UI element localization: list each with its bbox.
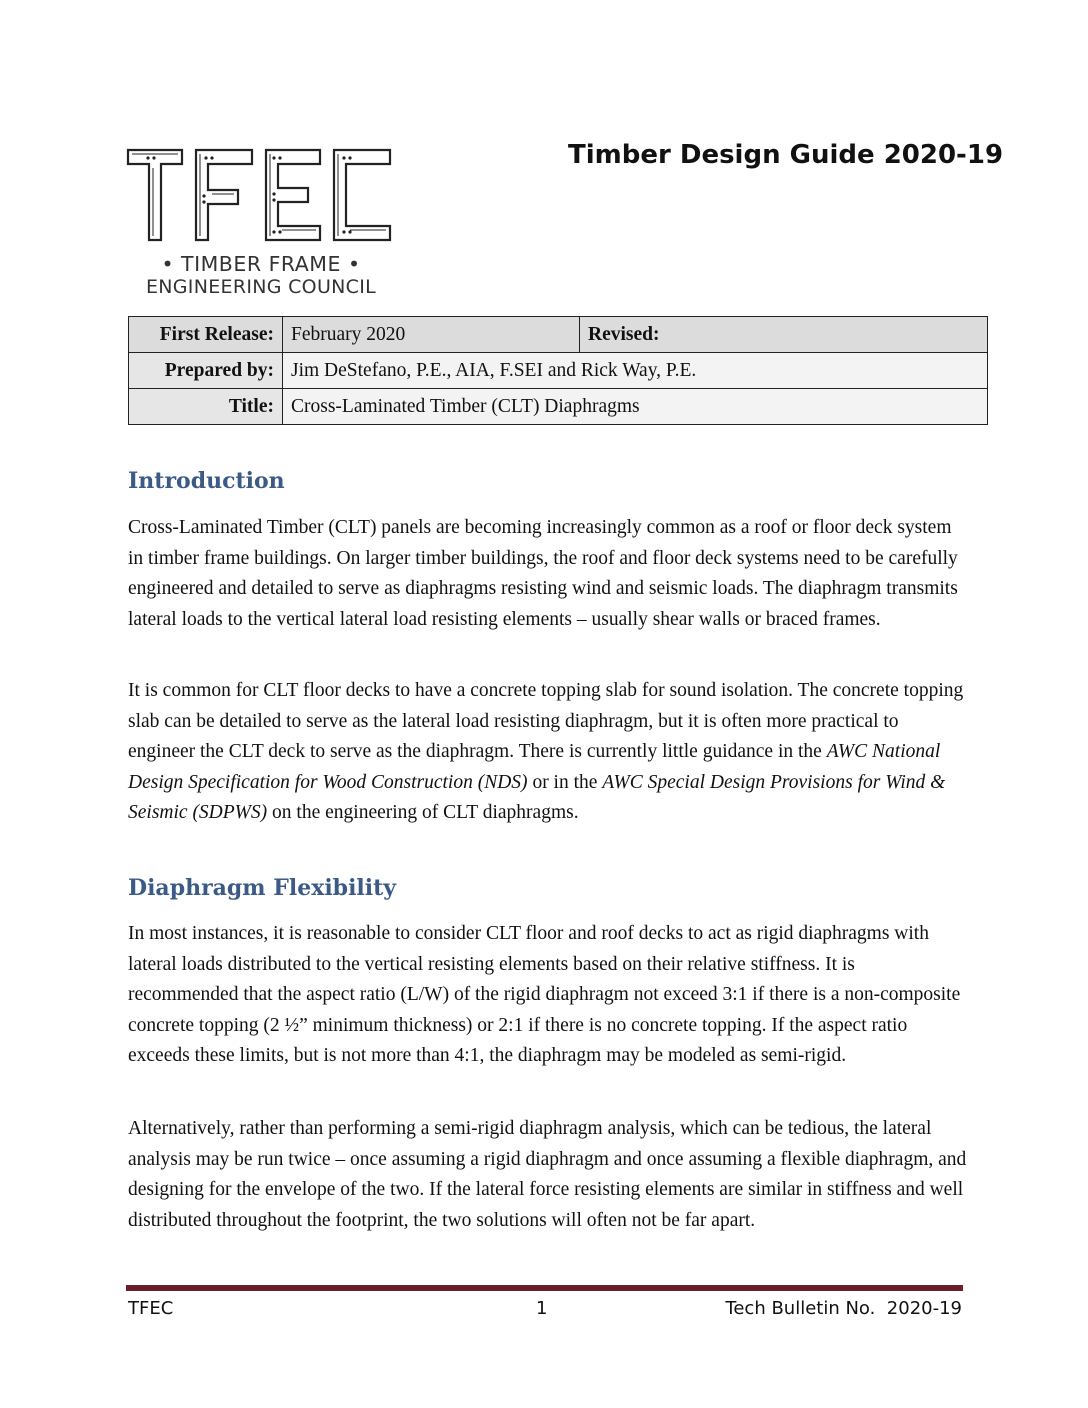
flex-paragraph-2: Alternatively, rather than performing a semi-rigid diaphragm analysis, which can be tedious, the lateral analysis may be run twice – once assuming a rigid diaphragm and once assuming a flexible diaphragm, and designing for the envelope of the two. If the lateral force resisting elements are similar in stiffness and well distributed throughout the footprint, the two solutions will often not be far apart. xyxy=(128,1118,967,1231)
footer-left: TFEC xyxy=(128,1298,174,1319)
intro-p2-text-b: or in the xyxy=(527,771,603,793)
sdpws-reference: AWC Special Design Provisions for Wind & Seismic (SDPWS) xyxy=(128,771,946,824)
table-row xyxy=(129,353,988,389)
table-row xyxy=(129,389,988,425)
document-info-table xyxy=(128,316,988,425)
intro-paragraph-1: Cross-Laminated Timber (CLT) panels are becoming increasingly common as a roof or floor deck system in timber frame buildings. On larger timber buildings, the roof and floor deck systems need to be carefully engineered and detailed to serve as diaphragms resisting wind and seismic loads. The diaphragm transmits lateral loads to the vertical lateral load resisting elements – usually shear walls or braced frames. xyxy=(128,517,958,630)
document-title: Timber Design Guide 2020-19 xyxy=(568,140,1004,170)
introduction-heading: Introduction xyxy=(128,468,285,494)
tfec-letters-graphic xyxy=(126,146,396,246)
title-value: Cross-Laminated Timber (CLT) Diaphragms xyxy=(283,389,988,425)
first-release-value: February 2020 xyxy=(283,317,580,353)
table-row xyxy=(129,317,988,353)
page-number: 1 xyxy=(536,1298,548,1319)
intro-p2-text-a: It is common for CLT floor decks to have a concrete topping slab for sound isolation. The concrete topping slab can be detailed to serve as the lateral load resisting diaphragm, but it is often more practical to engineer the CLT deck to serve as the diaphragm. There is currently little guidance in the xyxy=(128,680,964,763)
footer-right: Tech Bulletin No. 2020-19 xyxy=(725,1298,962,1319)
title-label: Title: xyxy=(129,389,283,425)
intro-p2-text-c: on the engineering of CLT diaphragms. xyxy=(267,802,579,824)
flex-paragraph-1: In most instances, it is reasonable to consider CLT floor and roof decks to act as rigid diaphragms with lateral loads distributed to the vertical resisting elements based on their relative stiffness. It is recommended that the aspect ratio (L/W) of the rigid diaphragm not exceed 3:1 if there is a non-composite concrete topping (2 ½” minimum thickness) or 2:1 if there is no concrete topping. If the aspect ratio exceeds these limits, but is not more than 4:1, the diaphragm may be modeled as semi-rigid. xyxy=(128,923,961,1067)
prepared-by-value: Jim DeStefano, P.E., AIA, F.SEI and Rick Way, P.E. xyxy=(283,353,988,389)
logo-line1: • TIMBER FRAME • xyxy=(161,252,361,276)
intro-paragraph-2 xyxy=(128,676,968,829)
revised-value xyxy=(696,317,988,353)
nds-reference: AWC National Design Specification for Wood Construction (NDS) xyxy=(128,741,941,793)
tfec-logo xyxy=(126,146,396,302)
first-release-label: First Release: xyxy=(129,317,283,353)
prepared-by-label: Prepared by: xyxy=(129,353,283,389)
diaphragm-flexibility-heading: Diaphragm Flexibility xyxy=(128,875,397,901)
revised-label: Revised: xyxy=(580,317,697,353)
footer-rule xyxy=(126,1285,963,1291)
logo-line2: ENGINEERING COUNCIL xyxy=(145,276,377,298)
